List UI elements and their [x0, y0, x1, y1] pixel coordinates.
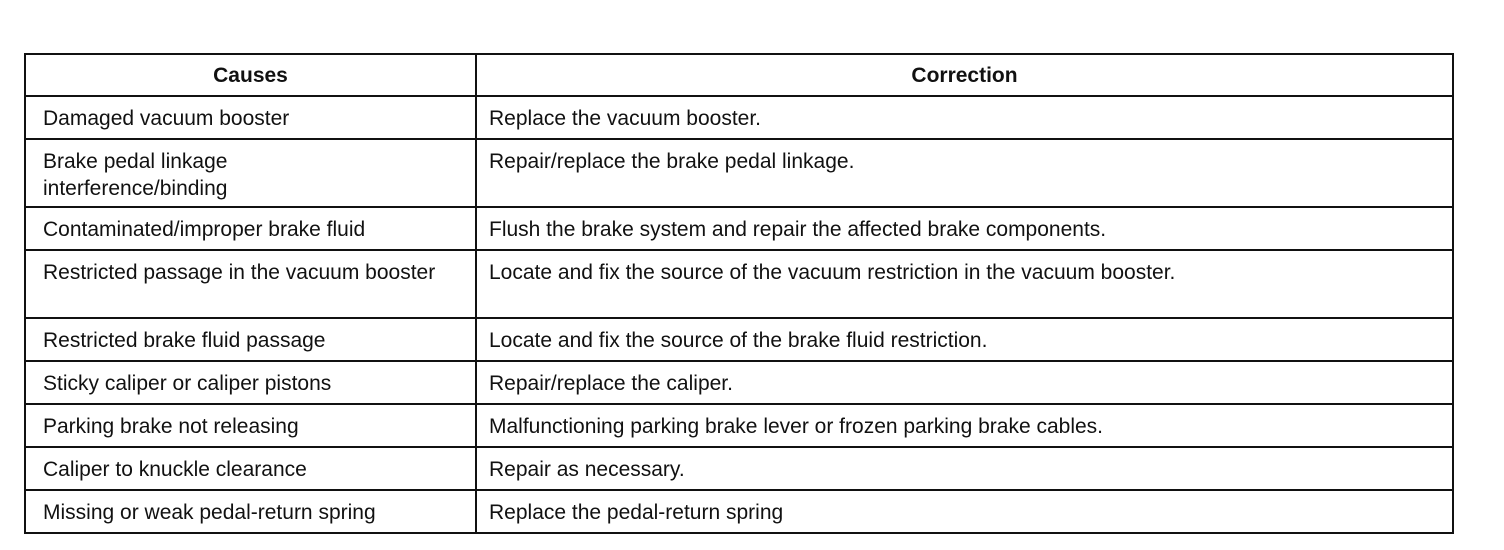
cause-cell: Sticky caliper or caliper pistons: [25, 361, 476, 404]
table-row: [25, 361, 1453, 404]
correction-cell: Replace the vacuum booster.: [476, 96, 1453, 139]
correction-cell: Repair as necessary.: [476, 447, 1453, 490]
correction-cell: Malfunctioning parking brake lever or frozen parking brake cables.: [476, 404, 1453, 447]
correction-cell: Repair/replace the brake pedal linkage.: [476, 139, 1453, 207]
correction-cell: Replace the pedal-return spring: [476, 490, 1453, 533]
table-row: [25, 447, 1453, 490]
correction-cell: Locate and fix the source of the vacuum restriction in the vacuum booster.: [476, 250, 1453, 318]
cause-cell: Contaminated/improper brake fluid: [25, 207, 476, 250]
cause-cell: Damaged vacuum booster: [25, 96, 476, 139]
table-row: [25, 207, 1453, 250]
cause-cell: Restricted passage in the vacuum booster: [25, 250, 476, 318]
cause-cell: Parking brake not releasing: [25, 404, 476, 447]
cause-cell: Brake pedal linkage interference/binding: [25, 139, 476, 207]
table-row: [25, 96, 1453, 139]
cause-cell: Missing or weak pedal-return spring: [25, 490, 476, 533]
cause-cell: Caliper to knuckle clearance: [25, 447, 476, 490]
table-row: [25, 404, 1453, 447]
causes-column-header: Causes: [25, 54, 476, 96]
correction-cell: Locate and fix the source of the brake fluid restriction.: [476, 318, 1453, 361]
table-row: [25, 139, 1453, 207]
table-header-row: [25, 54, 1453, 96]
table-row: [25, 318, 1453, 361]
table-row: [25, 490, 1453, 533]
cause-cell: Restricted brake fluid passage: [25, 318, 476, 361]
causes-correction-table: [24, 53, 1454, 534]
table-row: [25, 250, 1453, 318]
correction-column-header: Correction: [476, 54, 1453, 96]
correction-cell: Flush the brake system and repair the affected brake components.: [476, 207, 1453, 250]
correction-cell: Repair/replace the caliper.: [476, 361, 1453, 404]
